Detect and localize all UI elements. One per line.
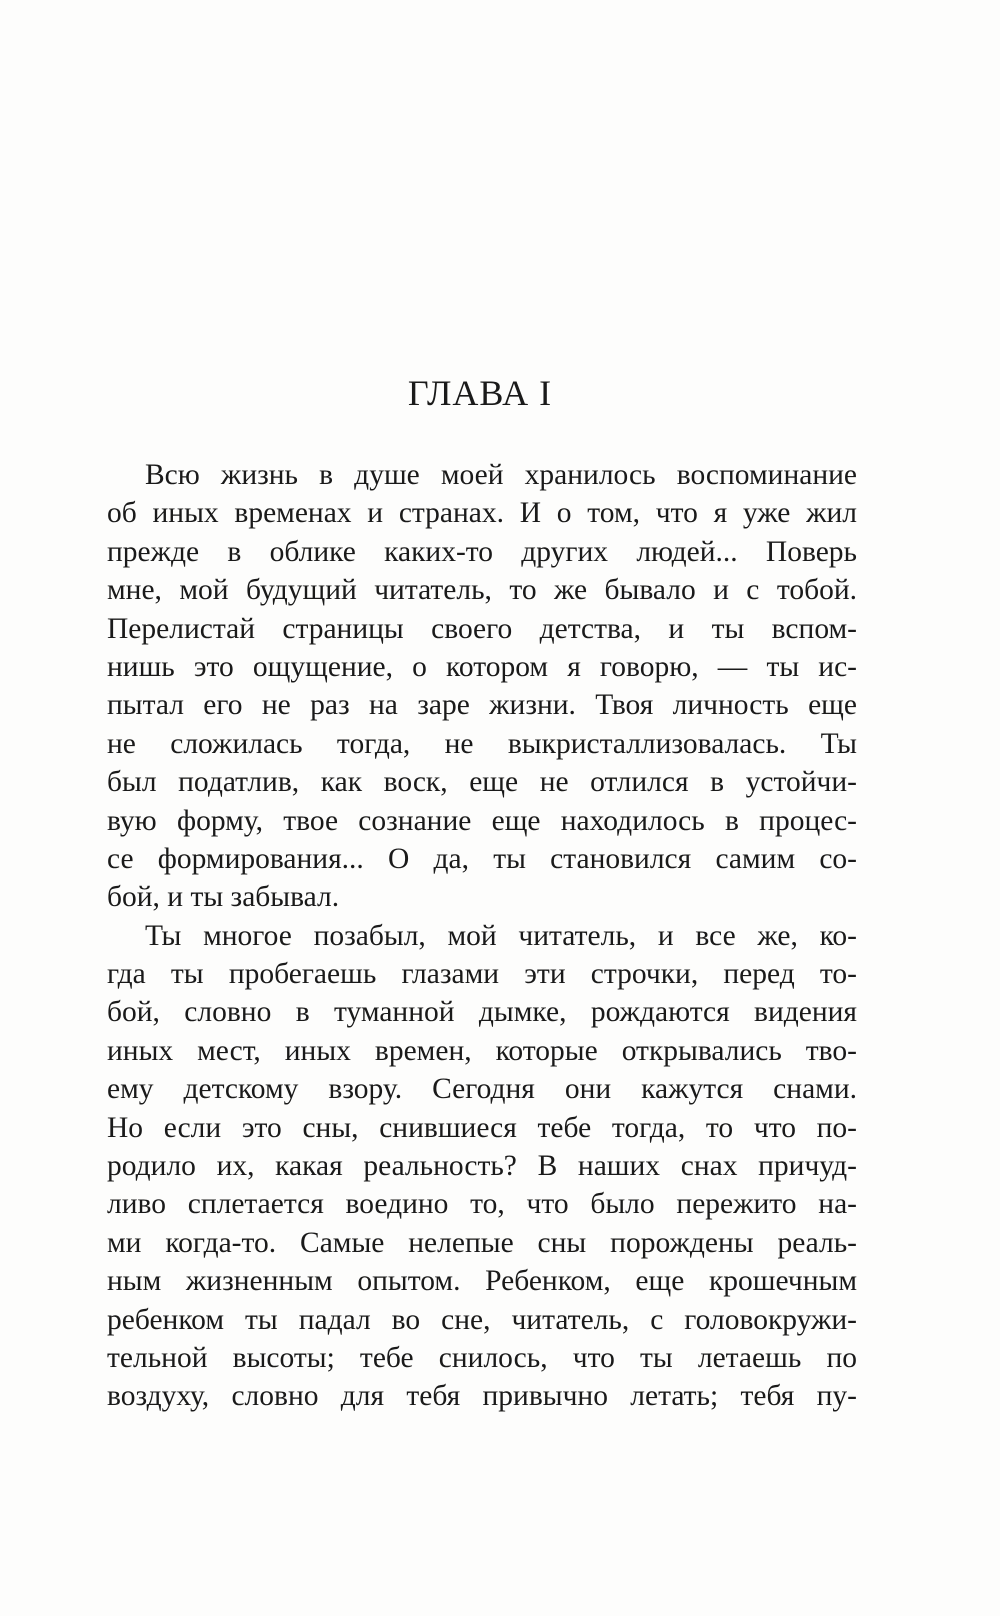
text-line: ему детскому взору. Сегодня они кажутся снами.	[107, 1073, 857, 1106]
text-line: воздуху, словно для тебя привычно летать; тебя пу-	[107, 1380, 857, 1413]
text-line: ребенком ты падал во сне, читатель, с головокружи-	[107, 1303, 857, 1336]
text-line: ным жизненным опытом. Ребенком, еще крошечным	[107, 1265, 857, 1298]
chapter-title: ГЛАВА I	[407, 373, 553, 413]
text-line: нишь это ощущение, о котором я говорю, — ты ис-	[107, 650, 857, 683]
text-line: иных мест, иных времен, которые открывались тво-	[107, 1034, 857, 1067]
text-line: гда ты пробегаешь глазами эти строчки, перед то-	[107, 958, 857, 991]
text-line: был податлив, как воск, еще не отлился в устойчи-	[107, 766, 857, 799]
text-line: родило их, какая реальность? В наших снах причуд-	[107, 1150, 857, 1183]
text-line: прежде в облике каких-то других людей... Поверь	[107, 535, 857, 568]
text-line: се формирования... О да, ты становился самим со-	[107, 842, 857, 875]
text-line: вую форму, твое сознание еще находилось в процес-	[107, 804, 857, 837]
text-line: ми когда-то. Самые нелепые сны порождены реаль-	[107, 1226, 857, 1259]
text-line: бой, и ты забывал.	[107, 881, 340, 914]
text-line: не сложилась тогда, не выкристаллизовалась. Ты	[107, 727, 857, 760]
text-line: об иных временах и странах. И о том, что я уже жил	[107, 497, 857, 530]
body-text	[107, 456, 857, 1416]
text-line: Всю жизнь в душе моей хранилось воспоминание	[145, 459, 857, 491]
text-line: Перелистай страницы своего детства, и ты вспом-	[107, 612, 857, 645]
text-line: Но если это сны, снившиеся тебе тогда, то что по-	[107, 1111, 857, 1144]
text-line: бой, словно в туманной дымке, рождаются видения	[107, 996, 857, 1029]
text-line: тельной высоты; тебе снилось, что ты летаешь по	[107, 1341, 857, 1374]
text-line: Ты многое позабыл, мой читатель, и все же, ко-	[145, 919, 857, 952]
text-line: ливо сплетается воедино то, что было пережито на-	[107, 1188, 857, 1221]
text-line: пытал его не раз на заре жизни. Твоя личность еще	[107, 689, 857, 722]
text-line: мне, мой будущий читатель, то же бывало и с тобой.	[107, 574, 857, 607]
